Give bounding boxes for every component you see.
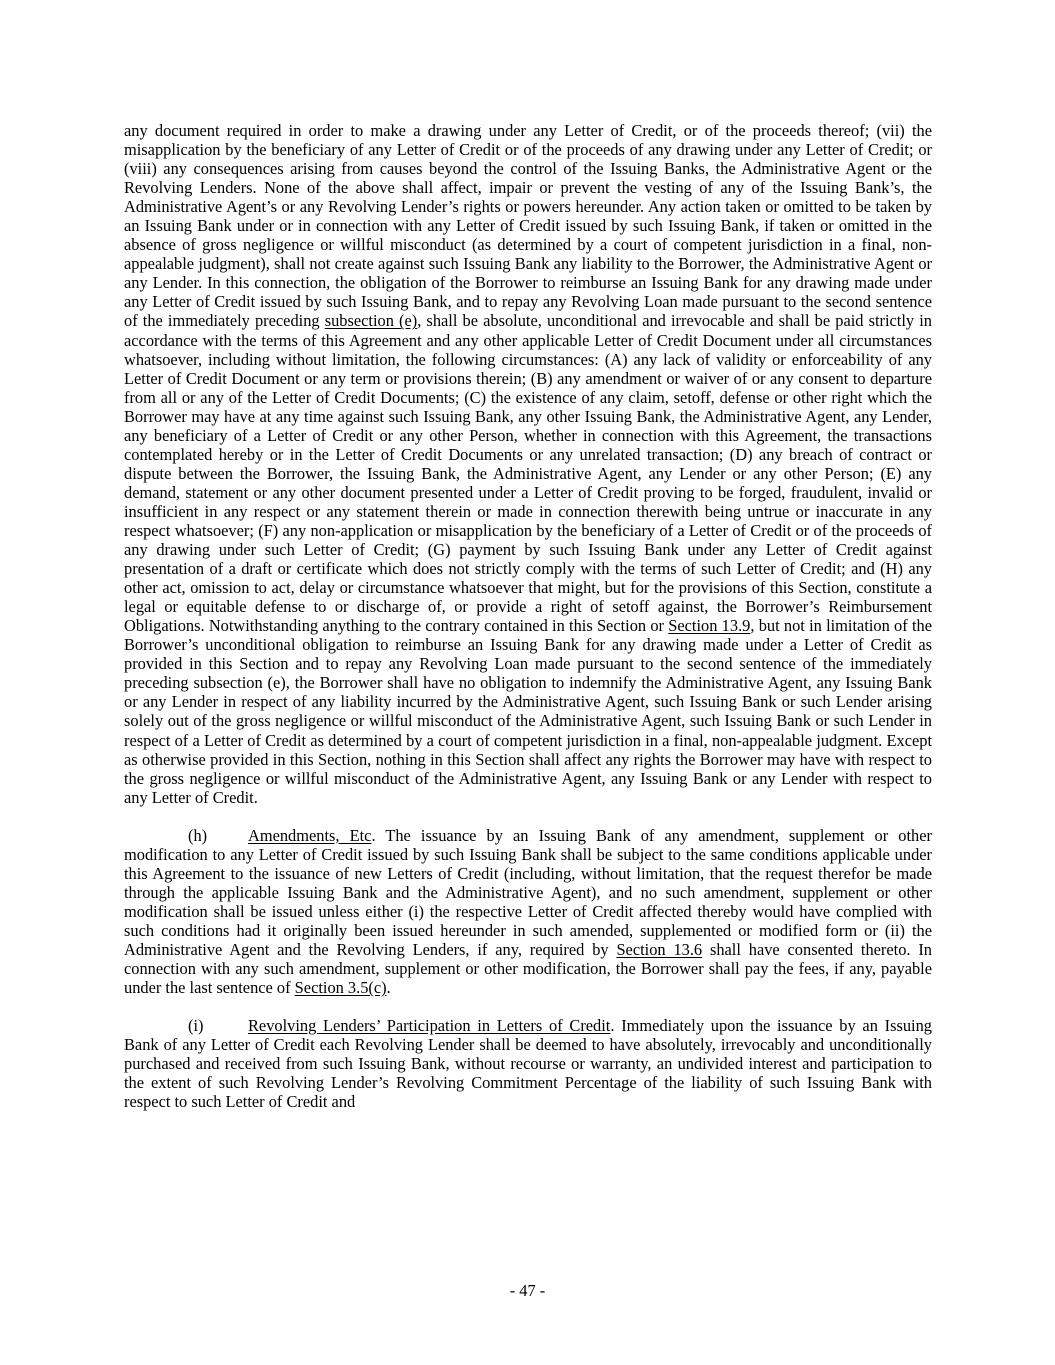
paragraph-text: . Immediately upon the issuance by an Issuing Bank of any Letter of Credit each Revolving Lender shall be deemed to have absolutely, irrevocably and unconditionally purchased and received from such Issuing Bank, without recourse or warranty, an undivided interest and participation to the extent of such Revolving Lender’s Revolving Commitment Percentage of the liability of such Issuing Bank with respect to such Letter of Credit and xyxy=(124,1016,932,1112)
paragraph-h xyxy=(124,826,932,997)
page-number: - 47 - xyxy=(509,1281,546,1300)
paragraph-i xyxy=(124,1016,932,1111)
paragraph-text: shall have consented thereto. In connection with any such amendment, supplement or other modification, the Borrower shall pay the fees, if any, payable under the last sentence of xyxy=(124,939,933,998)
cross-reference-section-3-5-c: Section 3.5(c) xyxy=(294,978,387,998)
paragraph-label: (h) xyxy=(188,825,208,845)
paragraph-heading: Amendments, Etc xyxy=(248,825,372,845)
paragraph-g-continuation xyxy=(124,121,932,807)
paragraph-text: , but not in limitation of the Borrower’s unconditional obligation to reimburse an Issuing Bank for any drawing made under a Letter of Credit as provided in this Section and to repay any Revolving Loan made pursuant to the second sentence of the immediately preceding subsection (e), the Borrower shall have no obligation to indemnify the Administrative Agent, any Issuing Bank or any Lender in respect of any liability incurred by the Administrative Agent, such Issuing Bank or such Lender arising solely out of the gross negligence or willful misconduct of the Administrative Agent, such Issuing Bank or such Lender in respect of a Letter of Credit as determined by a court of competent jurisdiction in a final, non-appealable judgment. Except as otherwise provided in this Section, nothing in this Section shall affect any rights the Borrower may have with respect to the gross negligence or willful misconduct of the Administrative Agent, any Issuing Bank or any Lender with respect to any Letter of Credit. xyxy=(124,616,932,807)
paragraph-label: (i) xyxy=(188,1016,204,1036)
paragraph-text: . The issuance by an Issuing Bank of any amendment, supplement or other modification to any Letter of Credit issued by such Issuing Bank shall be subject to the same conditions applicable under this Agreement to the issuance of new Letters of Credit (including, without limitation, that the request therefor be made through the applicable Issuing Bank and the Administrative Agent), and no such amendment, supplement or other modification shall be issued unless either (i) the respective Letter of Credit affected thereby would have complied with such conditions had it originally been issued hereunder in such amended, supplemented or modified form or (ii) the Administrative Agent and the Revolving Lenders, if any, required by xyxy=(124,825,932,959)
paragraph-heading: Revolving Lenders’ Participation in Letters of Credit xyxy=(248,1016,611,1036)
cross-reference-section-13-6: Section 13.6 xyxy=(616,939,703,959)
cross-reference-subsection-e: subsection (e) xyxy=(324,311,418,331)
paragraph-text: any document required in order to make a drawing under any Letter of Credit, or of the proceeds thereof; (vii) the misapplication by the beneficiary of any Letter of Credit or of the proceeds of any drawing under any Letter of Credit; or (viii) any consequences arising from causes beyond the control of the Issuing Banks, the Administrative Agent or the Revolving Lenders. None of the above shall affect, impair or prevent the vesting of any of the Issuing Bank’s, the Administrative Agent’s or any Revolving Lender’s rights or powers hereunder. Any action taken or omitted to be taken by an Issuing Bank under or in connection with any Letter of Credit issued by such Issuing Bank, if taken or omitted in the absence of gross negligence or willful misconduct (as determined by a court of competent jurisdiction in a final, non-appealable judgment), shall not create against such Issuing Bank any liability to the Borrower, the Administrative Agent or any Lender. In this connection, the obligation of the Borrower to reimburse an Issuing Bank for any drawing made under any Letter of Credit issued by such Issuing Bank, and to repay any Revolving Loan made pursuant to the second sentence of the immediately preceding xyxy=(124,121,932,331)
paragraph-text: . xyxy=(386,978,391,998)
cross-reference-section-13-9: Section 13.9 xyxy=(668,616,751,636)
document-page xyxy=(124,121,932,1111)
paragraph-text: , shall be absolute, unconditional and irrevocable and shall be paid strictly in accordance with the terms of this Agreement and any other applicable Letter of Credit Document under all circumstances whatsoever, including without limitation, the following circumstances: (A) any lack of validity or enforceability of any Letter of Credit Document or any term or provisions therein; (B) any amendment or waiver of or any consent to departure from all or any of the Letter of Credit Documents; (C) the existence of any claim, setoff, defense or other right which the Borrower may have at any time against such Issuing Bank, any other Issuing Bank, the Administrative Agent, any Lender, any beneficiary of a Letter of Credit or any other Person, whether in connection with this Agreement, the transactions contemplated hereby or in the Letter of Credit Documents or any unrelated transaction; (D) any breach of contract or dispute between the Borrower, the Issuing Bank, the Administrative Agent, any Lender or any other Person; (E) any demand, statement or any other document presented under a Letter of Credit proving to be forged, fraudulent, invalid or insufficient in any respect or any statement therein or made in connection therewith being untrue or inaccurate in any respect whatsoever; (F) any non-application or misapplication by the beneficiary of a Letter of Credit or of the proceeds of any drawing under such Letter of Credit; (G) payment by such Issuing Bank under any Letter of Credit against presentation of a draft or certificate which does not strictly comply with the terms of such Letter of Credit; and (H) any other act, omission to act, delay or circumstance whatsoever that might, but for the provisions of this Section, constitute a legal or equitable defense to or discharge of, or provide a right of setoff against, the Borrower’s Reimbursement Obligations. Notwithstanding anything to the contrary contained in this Section or xyxy=(124,311,932,636)
